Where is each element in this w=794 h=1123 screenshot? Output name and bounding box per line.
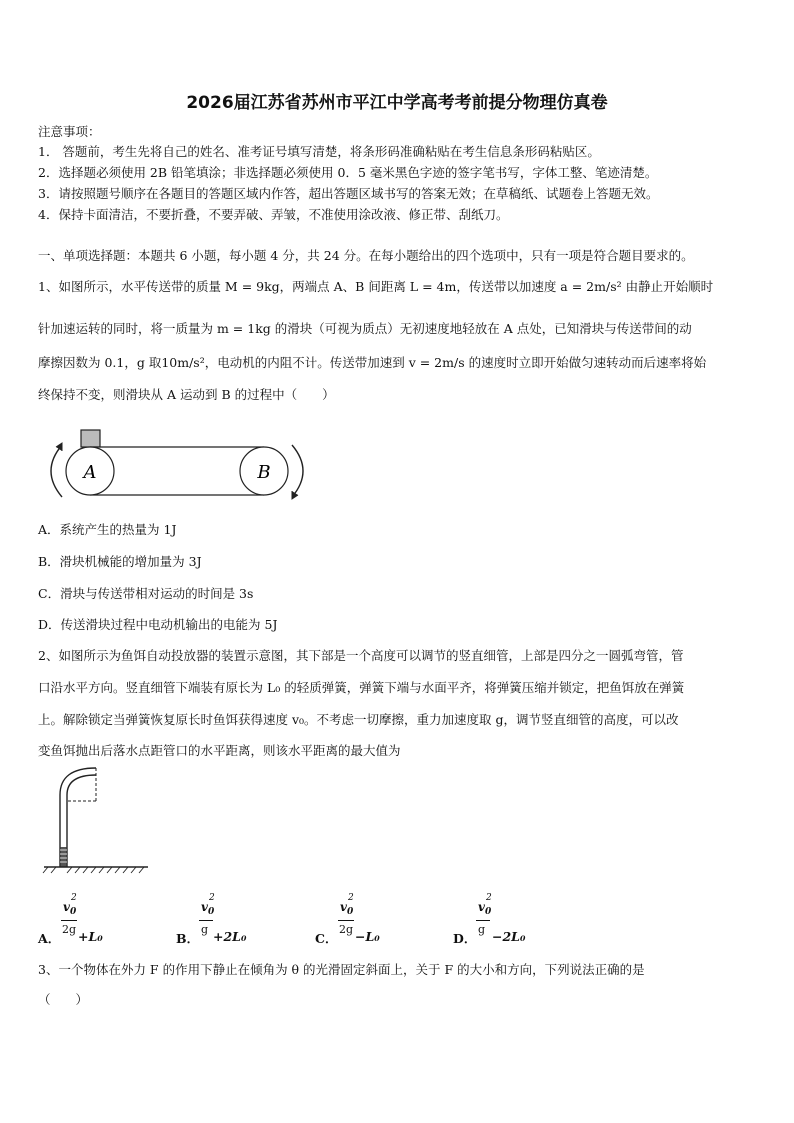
q2-line-1: 2、如图所示为鱼饵自动投放器的装置示意图，其下部是一个高度可以调节的竖直细管，上部是四分之一圆弧弯管，管 [38,648,684,663]
slider-block [81,430,100,447]
section-heading: 一、单项选择题：本题共 6 小题，每小题 4 分，共 24 分。在每小题给出的四个选项中，只有一项是符合题目要求的。 [38,248,694,263]
q2-option-b-label: B． [176,931,200,946]
q2-option-a-rest: +L₀ [78,929,103,944]
q1-option-c: C．滑块与传送带相对运动的时间是 3s [38,586,254,601]
conveyor-belt-diagram [40,425,315,505]
q1-line-2: 针加速运转的同时，将一质量为 m = 1kg 的滑块（可视为质点）无初速度地轻放在 A 点处，已知滑块与传送带间的动 [38,321,692,336]
rotation-arrow-right [292,445,303,497]
q2-option-d-label: D． [453,931,477,946]
q1-option-d: D．传送滑块过程中电动机输出的电能为 5J [38,617,278,632]
notice-item-1: 1． 答题前，考生先将自己的姓名、准考证号填写清楚，将条形码准确粘贴在考生信息条形码粘贴区。 [38,144,600,159]
q1-line-4: 终保持不变，则滑块从 A 运动到 B 的过程中（ ） [38,387,335,402]
q2-option-c-label: C． [315,931,338,946]
q2-line-2: 口沿水平方向。竖直细管下端装有原长为 L₀ 的轻质弹簧，弹簧下端与水面平齐，将弹簧压缩并锁定，把鱼饵放在弹簧 [38,680,685,695]
q2-line-4: 变鱼饵抛出后落水点距管口的水平距离，则该水平距离的最大值为 [38,743,401,758]
notice-item-2: 2．选择题必须使用 2B 铅笔填涂；非选择题必须使用 0．5 毫米黑色字迹的签字笔书写，字体工整、笔迹清楚。 [38,165,658,180]
q1-option-b: B．滑块机械能的增加量为 3J [38,554,202,569]
q1-line-3: 摩擦因数为 0.1，g 取10m/s²，电动机的内阻不计。传送带加速到 v = 2m/s 的速度时立即开始做匀速转动而后速率将始 [38,355,707,370]
exam-page: 2026届江苏省苏州市平江中学高考考前提分物理仿真卷 注意事项： 1． 答题前，考生先将自己的姓名、准考证号填写清楚，将条形码准确粘贴在考生信息条形码粘贴区。 2．选择题必须使用 2B 铅笔填涂；非选择题必须使用 0．5 毫米黑色字迹的签字笔书写，字体工整、笔迹清楚。 3．请按照题号顺序在各题目的答题区域内作答，超出答题区域书写的答案无效；在草稿纸、试题卷上答题无效。 4．保持卡面清洁，不要折叠，不要弄破、弄皱，不准使用涂改液、修正带、刮纸刀。 一、单项选择题：本题共 6 小题，每小题 4 分，共 24 分。在每小题给出的四个选项中，只有一项是符合题目要求的。 1、如图所示，水平传送带的质量 M = 9kg，两端点 A、B 间距离 L = 4m，传送带以加速度 a = 2m/s² 由静止开始顺时 针加速运转的同时，将一质量为 m = 1kg 的滑块（可视为质点）无初速度地轻放在 A 点处，已知滑块与传送带间的动 摩擦因数为 0.1，g 取10m/s²，电动机的内阻不计。传送带加速到 v = 2m/s 的速度时立即开始做匀速转动而后速率将始 终保持不变，则滑块从 A 运动到 B 的过程中（ ） A B A．系统产生的热量为 1J B．滑块机械能的增加量为 3J C．滑块与传送带相对运动的时间是 3s D．传送滑块过程中电动机输出的电能为 5J 2、如图所示为鱼饵自动投放器的装置示意图，其下部是一个高度可以调节的竖直细管，上部是四分之一圆弧弯管，管 口沿水平方向。竖直细管下端装有原长为 L₀ 的轻质弹簧，弹簧下端与水面平齐，将弹簧压缩并锁定，把鱼饵放在弹簧 上。解除锁定当弹簧恢复原长时鱼饵获得速度 v₀。不考虑一切摩擦，重力加速度取 g，调节竖直细管的高度，可以改 变鱼饵抛出后落水点距管口的水平距离，则该水平距离的最大值为 A． 2 v 0 2g +L₀ B． 2 v 0 g +2L₀ C． 2 v 0 2g −L₀ D． 2 v 0 g −2L₀ 3、一个物体在外力 F 的作用下静止在倾角为 θ 的光滑固定斜面上，关于 F 的大小和方向，下列说法正确的是 （ ） [0,0,794,1123]
q2-option-d-rest: −2L₀ [492,929,526,944]
spring-icon [60,847,67,867]
notice-item-3: 3．请按照题号顺序在各题目的答题区域内作答，超出答题区域书写的答案无效；在草稿纸、试题卷上答题无效。 [38,186,659,201]
q2-option-a-label: A． [38,931,61,946]
bait-dispenser-diagram [40,765,152,875]
q3-line-2: （ ） [38,992,89,1007]
q2-option-b-rest: +2L₀ [213,929,247,944]
label-b: B [257,462,271,483]
notice-heading: 注意事项： [38,124,101,139]
q1-line-1: 1、如图所示，水平传送带的质量 M = 9kg，两端点 A、B 间距离 L = 4m，传送带以加速度 a = 2m/s² 由静止开始顺时 [38,279,714,294]
label-a: A [83,462,97,483]
q2-option-c-rest: −L₀ [355,929,380,944]
q1-option-a: A．系统产生的热量为 1J [38,522,177,537]
rotation-arrow-left [51,445,62,497]
page-title: 2026届江苏省苏州市平江中学高考考前提分物理仿真卷 [186,93,608,113]
q3-line-1: 3、一个物体在外力 F 的作用下静止在倾角为 θ 的光滑固定斜面上，关于 F 的大小和方向，下列说法正确的是 [38,962,645,977]
q2-line-3: 上。解除锁定当弹簧恢复原长时鱼饵获得速度 v₀。不考虑一切摩擦，重力加速度取 g，调节竖直细管的高度，可以改 [38,712,679,727]
notice-item-4: 4．保持卡面清洁，不要折叠，不要弄破、弄皱，不准使用涂改液、修正带、刮纸刀。 [38,207,509,222]
